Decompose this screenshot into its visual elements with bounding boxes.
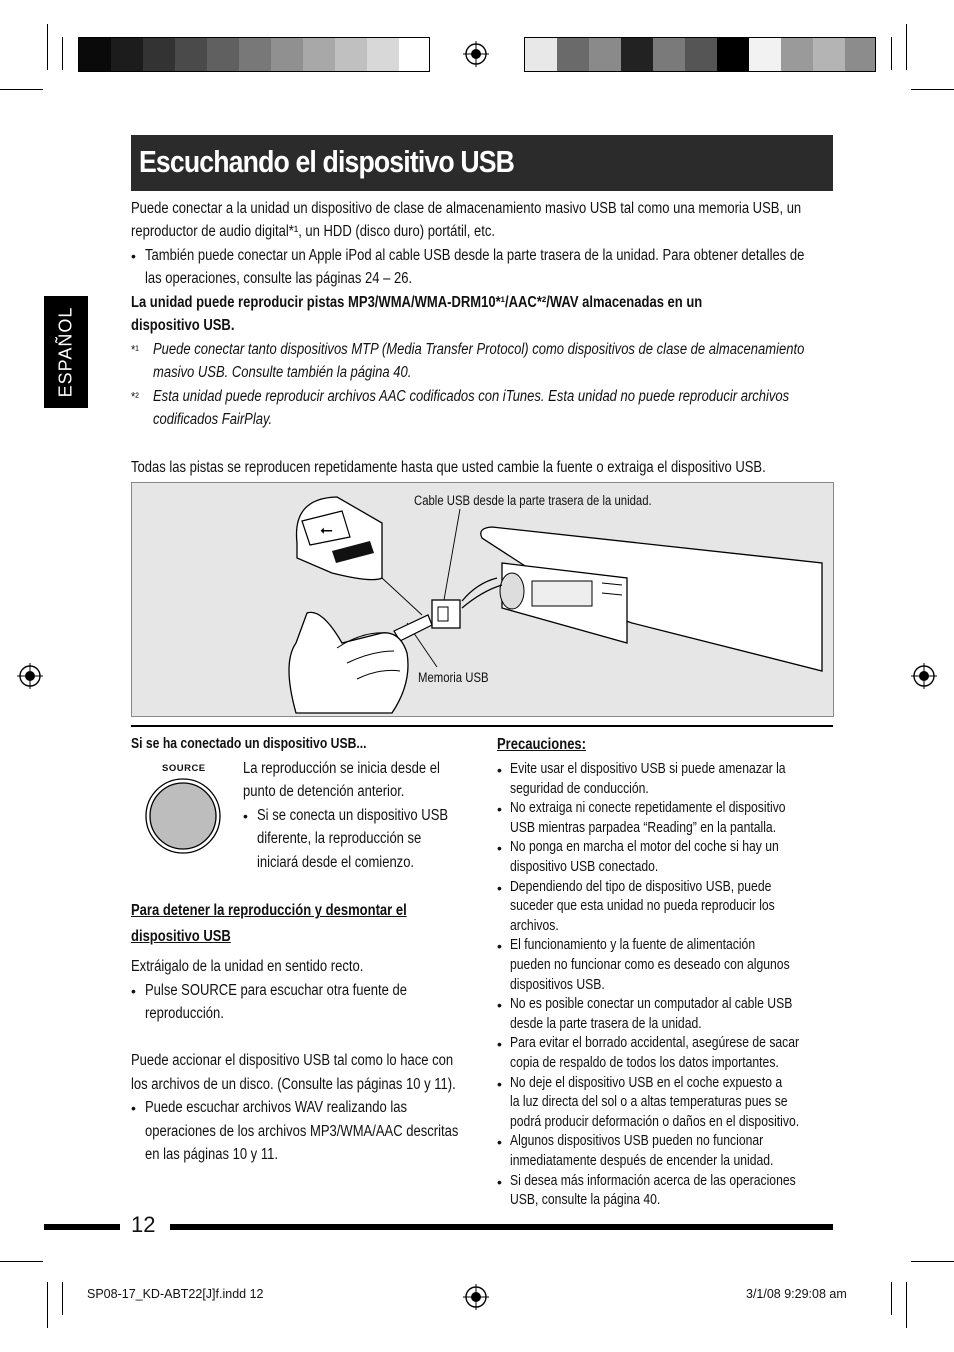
disc-bullet: en las páginas 10 y 11. <box>145 1146 278 1163</box>
connected-heading: Si se ha conectado un dispositivo USB... <box>131 736 367 752</box>
color-bar-left <box>78 37 430 72</box>
footer-rule-right <box>170 1224 833 1230</box>
connected-bullet: iniciará desde el comienzo. <box>257 854 415 871</box>
section-divider <box>131 725 833 727</box>
footer-rule-left <box>44 1224 120 1230</box>
bullet: • <box>497 997 502 1014</box>
bullet: • <box>243 808 248 824</box>
disc-text: los archivos de un disco. (Consulte las páginas 10 y 11). <box>131 1076 456 1093</box>
memory-label: Memoria USB <box>418 670 489 685</box>
precaution-item-line: podrá producir deformación o daños en el dispositivo. <box>510 1113 800 1130</box>
footer-date: 3/1/08 9:29:08 am <box>746 1287 847 1301</box>
precaution-item-line: archivos. <box>510 917 559 934</box>
footnote-line: masivo USB. Consulte también la página 40. <box>153 364 412 381</box>
precaution-item-line: USB, consulte la página 40. <box>510 1192 661 1209</box>
bullet: • <box>497 1173 502 1190</box>
precaution-item-line: No ponga en marcha el motor del coche si hay un <box>510 839 779 856</box>
precaution-item-line: la luz directa del sol o a altas temperaturas pues se <box>510 1094 788 1111</box>
repeat-note: Todas las pistas se reproducen repetidamente hasta que usted cambie la fuente o extraiga el dispositivo USB. <box>131 459 766 476</box>
color-bar-right <box>524 37 876 72</box>
registration-mark-icon <box>463 1284 489 1310</box>
precautions-heading: Precauciones: <box>497 736 587 753</box>
precaution-item-line: suceder que esta unidad no pueda reproducir los <box>510 898 775 915</box>
stop-bullet: reproducción. <box>145 1005 224 1022</box>
precaution-item-line: USB mientras parpadea “Reading” en la pantalla. <box>510 819 777 836</box>
bullet: • <box>497 840 502 857</box>
precaution-item-line: copia de respaldo de todos los datos importantes. <box>510 1055 779 1071</box>
connected-text: punto de detención anterior. <box>243 783 405 800</box>
usb-connection-figure <box>131 482 834 717</box>
bullet: • <box>497 762 502 778</box>
intro-line: Puede conectar a la unidad un dispositivo de clase de almacenamiento masivo USB tal como una memoria USB, un <box>131 200 802 217</box>
connected-text: La reproducción se inicia desde el <box>243 760 440 777</box>
bullet: • <box>497 938 502 955</box>
precaution-item-line: Para evitar el borrado accidental, asegúrese de sacar <box>510 1035 800 1052</box>
intro-bullet-line: las operaciones, consulte las páginas 24 – 26. <box>145 270 413 287</box>
cable-label: Cable USB desde la parte trasera de la unidad. <box>414 493 652 508</box>
page-title-bar <box>131 135 833 191</box>
page-title: Escuchando el dispositivo USB <box>139 144 515 179</box>
bullet: • <box>497 879 502 896</box>
stop-heading: Para detener la reproducción y desmontar el <box>131 902 407 919</box>
intro-bullet-line: También puede conectar un Apple iPod al cable USB desde la parte trasera de la unidad. Para obtener detalles de <box>145 247 805 264</box>
precaution-item-line: No extraiga ni conecte repetidamente el dispositivo <box>510 800 786 817</box>
registration-mark-icon <box>911 663 937 689</box>
precaution-item-line: Evite usar el dispositivo USB si puede amenazar la <box>510 761 786 777</box>
footnote-line: codificados FairPlay. <box>153 411 273 428</box>
precaution-item-line: No deje el dispositivo USB en el coche expuesto a <box>510 1074 783 1091</box>
bullet: • <box>131 1100 136 1116</box>
footnote-mark: *¹ <box>131 342 139 357</box>
precaution-item-line: Si desea más información acerca de las operaciones <box>510 1172 796 1189</box>
stop-heading: dispositivo USB <box>131 928 231 945</box>
precaution-item-line: Algunos dispositivos USB pueden no funcionar <box>510 1133 764 1150</box>
footer-file-info: SP08-17_KD-ABT22[J]f.indd 12 <box>87 1287 264 1301</box>
precaution-item-line: pueden no funcionar como es deseado con algunos <box>510 957 790 973</box>
svg-text:⭠: ⭠ <box>320 520 333 539</box>
precaution-item-line: Dependiendo del tipo de dispositivo USB, puede <box>510 878 772 895</box>
precaution-item-line: No es posible conectar un computador al cable USB <box>510 996 793 1013</box>
precaution-item-line: desde la parte trasera de la unidad. <box>510 1015 702 1032</box>
bullet: • <box>497 1075 502 1092</box>
language-tab-label: ESPAÑOL <box>55 306 76 398</box>
bullet: • <box>497 1036 502 1053</box>
disc-text: Puede accionar el dispositivo USB tal como lo hace con <box>131 1052 454 1069</box>
formats-line: La unidad puede reproducir pistas MP3/WMA/WMA-DRM10*¹/AAC*²/WAV almacenadas en un <box>131 294 703 311</box>
source-button-icon <box>144 777 222 855</box>
registration-mark-icon <box>17 663 43 689</box>
precaution-item-line: dispositivo USB conectado. <box>510 859 659 875</box>
bullet: • <box>131 983 136 999</box>
precaution-item-line: inmediatamente después de encender la unidad. <box>510 1153 774 1169</box>
registration-mark-icon <box>463 41 489 67</box>
language-tab <box>44 296 88 408</box>
precaution-item-line: dispositivos USB. <box>510 976 605 993</box>
formats-line: dispositivo USB. <box>131 317 235 334</box>
source-label: SOURCE <box>162 763 206 774</box>
disc-bullet: operaciones de los archivos MP3/WMA/AAC descritas <box>145 1123 459 1140</box>
page-number: 12 <box>131 1212 156 1237</box>
bullet: • <box>497 801 502 818</box>
precaution-item-line: seguridad de conducción. <box>510 780 649 797</box>
footnote-line: Esta unidad puede reproducir archivos AAC codificados con iTunes. Esta unidad no puede reproducir archivos <box>153 388 790 405</box>
stop-text: Extráigalo de la unidad en sentido recto. <box>131 958 364 975</box>
footnote-mark: *² <box>131 389 139 404</box>
stop-bullet: Pulse SOURCE para escuchar otra fuente de <box>145 982 407 999</box>
precaution-item-line: El funcionamiento y la fuente de alimentación <box>510 937 756 954</box>
intro-line: reproductor de audio digital*¹, un HDD (disco duro) portátil, etc. <box>131 223 496 240</box>
connected-bullet: Si se conecta un dispositivo USB <box>257 807 449 824</box>
bullet: • <box>131 248 136 264</box>
bullet: • <box>497 1134 502 1151</box>
disc-bullet: Puede escuchar archivos WAV realizando las <box>145 1099 407 1116</box>
footnote-line: Puede conectar tanto dispositivos MTP (Media Transfer Protocol) como dispositivos de clase de almacenamiento <box>153 341 805 358</box>
connected-bullet: diferente, la reproducción se <box>257 830 422 847</box>
